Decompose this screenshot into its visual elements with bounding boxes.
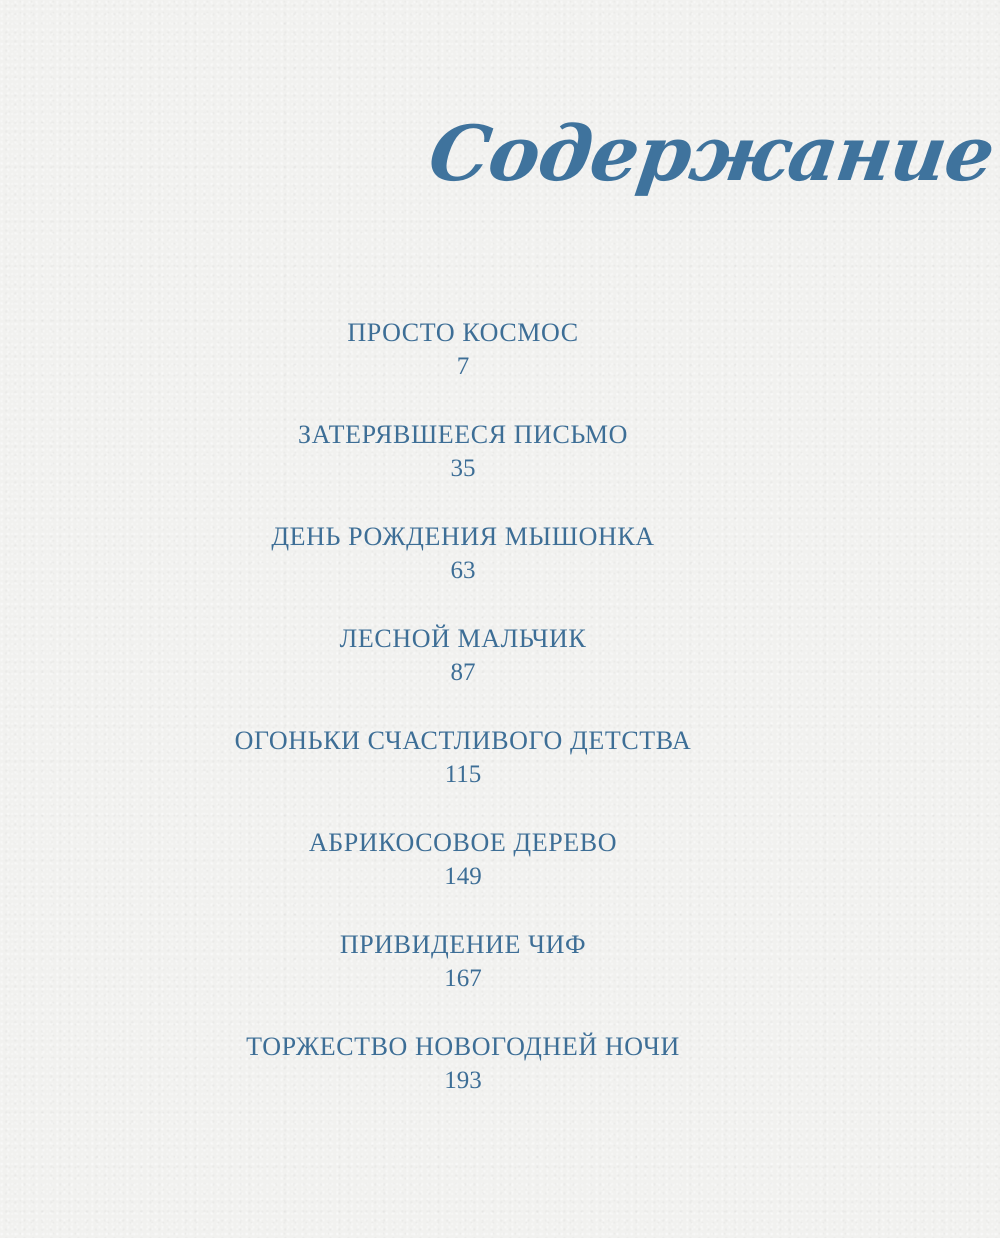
toc-entry-page-number: 149: [444, 863, 482, 890]
toc-entry[interactable]: [0, 926, 926, 1028]
toc-entry-title: ПРОСТО КОСМОС: [347, 318, 579, 347]
toc-entry[interactable]: [0, 314, 926, 416]
toc-entry-title: АБРИКОСОВОЕ ДЕРЕВО: [308, 828, 618, 857]
toc-entry-title: ЗАТЕРЯВШЕЕСЯ ПИСЬМО: [297, 420, 629, 449]
toc-entry-title: ДЕНЬ РОЖДЕНИЯ МЫШОНКА: [271, 522, 655, 551]
toc-entry[interactable]: [0, 518, 926, 620]
toc-entry[interactable]: [0, 620, 926, 722]
toc-entry-page-number: 7: [456, 353, 470, 380]
toc-entry-title: ТОРЖЕСТВО НОВОГОДНЕЙ НОЧИ: [246, 1032, 680, 1061]
toc-entry[interactable]: [0, 1028, 926, 1130]
toc-entry-title: ОГОНЬКИ СЧАСТЛИВОГО ДЕТСТВА: [234, 726, 692, 755]
toc-entry-title: ПРИВИДЕНИЕ ЧИФ: [339, 930, 587, 959]
toc-entry-page-number: 115: [444, 761, 482, 788]
toc-entry[interactable]: [0, 824, 926, 926]
toc-entry[interactable]: [0, 416, 926, 518]
toc-entry-page-number: 167: [444, 965, 482, 992]
toc-entry-page-number: 63: [450, 557, 476, 584]
table-of-contents: [0, 314, 926, 1130]
toc-entry-title: ЛЕСНОЙ МАЛЬЧИК: [339, 624, 587, 653]
toc-entry-page-number: 193: [444, 1067, 482, 1094]
toc-entry-page-number: 35: [450, 455, 476, 482]
page-title: Содержание: [423, 109, 1000, 198]
toc-entry[interactable]: [0, 722, 926, 824]
toc-entry-page-number: 87: [450, 659, 476, 686]
